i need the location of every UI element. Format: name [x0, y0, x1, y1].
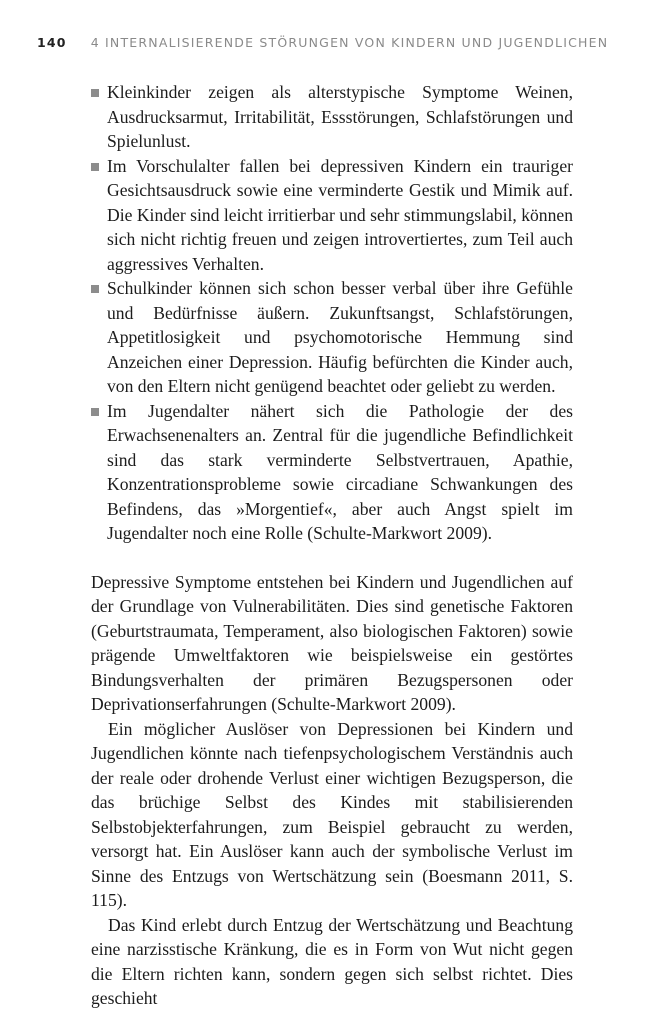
bullet-item [91, 276, 573, 399]
running-head: 4 INTERNALISIERENDE STÖRUNGEN VON KINDERN UND JUGENDLICHEN [90, 35, 609, 50]
body-text [91, 570, 573, 1011]
bullet-item [91, 80, 573, 154]
bullet-list [91, 80, 573, 546]
paragraph: Das Kind erlebt durch Entzug der Wertschätzung und Beachtung eine narzisstische Kränkung, die es in Form von Wut nicht gegen die Eltern richten kann, sondern gegen sich selbst richtet. Dies geschieht [91, 914, 573, 1008]
square-bullet-icon [91, 163, 99, 171]
square-bullet-icon [91, 408, 99, 416]
page-content [91, 80, 573, 1011]
bullet-text: Kleinkinder zeigen als alterstypische Symptome Weinen, Ausdrucksarmut, Irritabilität, Essstörungen, Schlafstörungen und Spielunlust. [107, 82, 573, 151]
bullet-text: Im Vorschulalter fallen bei depressiven Kindern ein trauriger Gesichtsausdruck sowie eine verminderte Gestik und Mimik auf. Die Kinder sind leicht irritierbar und sehr stimmungslabil, können sich nicht richtig freuen und zeigen introvertiertes, zum Teil auch aggressives Verhalten. [107, 155, 573, 274]
bullet-text: Im Jugendalter nähert sich die Pathologie der des Erwachsenenalters an. Zentral für die jugendliche Befindlichkeit sind das stark verminderte Selbstvertrauen, Apathie, Konzentrationsprobleme sowie circadiane Schwankungen des Befindens, das »Morgentief«, aber auch Angst spielt im Jugendalter noch eine Rolle (Schulte-Markwort 2009). [107, 400, 573, 543]
page-header [37, 35, 608, 50]
paragraph: Depressive Symptome entstehen bei Kindern und Jugendlichen auf der Grundlage von Vulnerabilitäten. Dies sind genetische Faktoren (Geburtstraumata, Temperament, also biologischen Faktoren) sowie prägende Umweltfaktoren wie beispielsweise ein gestörtes Bindungsverhalten der primären Bezugspersonen oder Deprivationserfahrungen (Schulte-Markwort 2009). [91, 571, 573, 714]
bullet-item [91, 399, 573, 546]
bullet-item [91, 154, 573, 277]
square-bullet-icon [91, 285, 99, 293]
paragraph: Ein möglicher Auslöser von Depressionen bei Kindern und Jugendlichen könnte nach tiefenpsychologischem Verständnis auch der reale oder drohende Verlust einer wichtigen Bezugsperson, die das brüchige Selbst des Kindes mit stabilisierenden Selbstobjekterfahrungen, zum Beispiel gebraucht zu werden, versorgt hat. Ein Auslöser kann auch der symbolische Verlust im Sinne des Entzugs von Wertschätzung sein (Boesmann 2011, S. 115). [91, 718, 573, 910]
square-bullet-icon [91, 89, 99, 97]
page-number: 140 [37, 35, 67, 50]
bullet-text: Schulkinder können sich schon besser verbal über ihre Gefühle und Bedürfnisse äußern. Zukunftsangst, Schlafstörungen, Appetitlosigkeit und psychomotorische Hemmung sind Anzeichen einer Depression. Häufig befürchten die Kinder auch, von den Eltern nicht genügend beachtet oder geliebt zu werden. [107, 278, 573, 396]
